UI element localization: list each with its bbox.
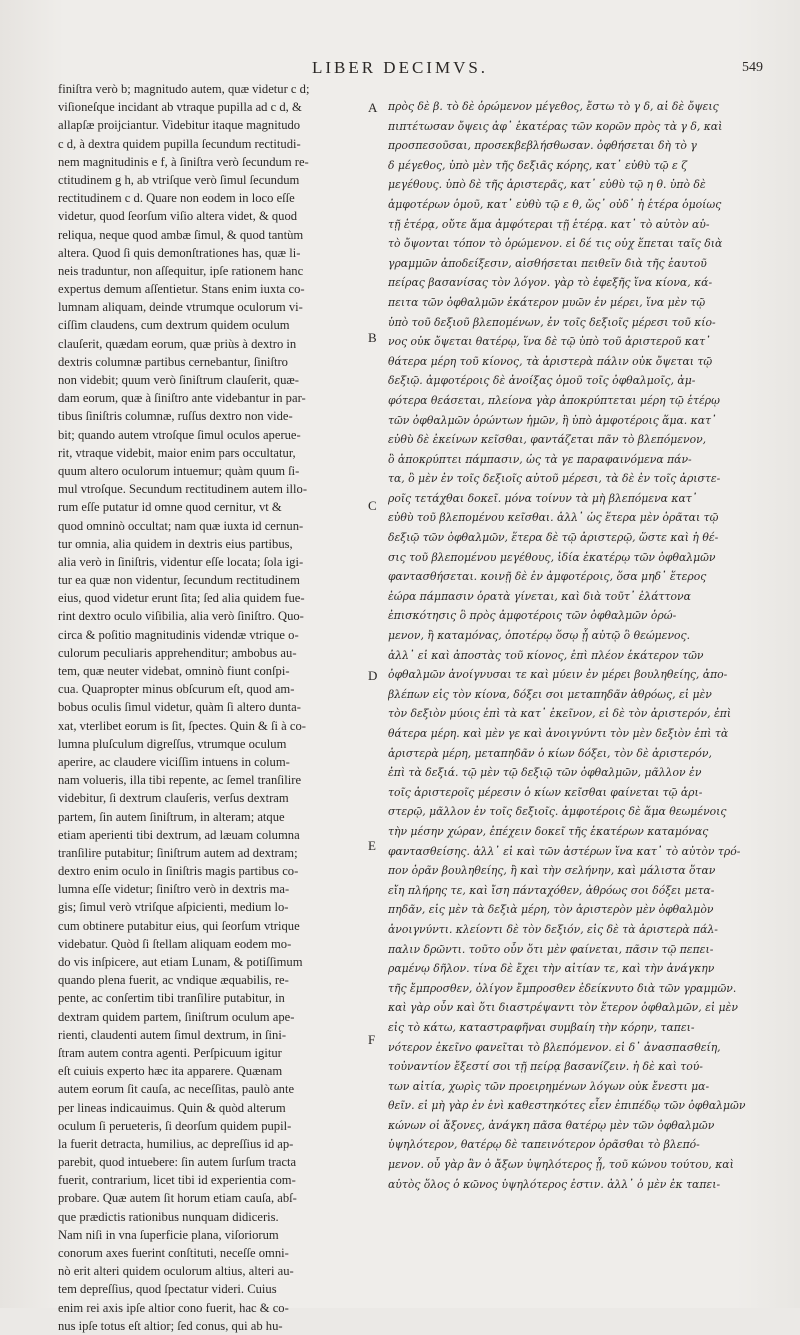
latin-text-line: ciſſim claudens, cum dextrum quidem oculum <box>58 318 290 333</box>
latin-text-line: clauſerit, quædam eorum, quæ priùs à dextro in <box>58 336 297 351</box>
greek-text-column <box>388 97 748 1194</box>
latin-text-line: non videbit; quum verò ſiniſtrum clauſerit, quæ- <box>58 373 299 387</box>
latin-text-line: videtur, quod ſeorſum viſio altera videt, & quod <box>58 209 298 224</box>
greek-text-line: τα, ὃ μὲν ἐν τοῖς δεξιοῖς αὐτοῦ μέρεσι, τὰ δὲ ἐν τοῖς ἀριστε- <box>388 472 721 486</box>
greek-text-line: θεῖν. εἰ μὴ γὰρ ἐν ἑνὶ καθεστηκότες εἶεν ἐπιπέδῳ τῶν ὀφθαλμῶν <box>388 1099 746 1113</box>
latin-text-line: dam eorum, quæ à ſiniſtro ante videbantur in par- <box>58 391 306 406</box>
latin-text-line: nem magnitudinis e f, à ſiniſtra verò ſecundum re- <box>58 154 309 169</box>
latin-text-line: la fuerit detracta, humilius, ac depreſſius id ap- <box>58 1136 294 1151</box>
greek-text-line: μεγέθους. ὑπὸ δὲ τῆς ἀριστερᾶς, κατ᾽ εὐθὺ τῷ η θ. ὑπὸ δὲ <box>388 178 706 192</box>
greek-text-line: τοὐναντίον ἔξεστί σοι τῇ πείρᾳ βασανίζειν. ἡ δὲ καὶ τού- <box>388 1060 703 1074</box>
latin-text-line: xat, vterlibet eorum is ſit, ſpectes. Quin & ſi à co- <box>58 718 306 733</box>
greek-text-line: ἀμφοτέρων ὁμοῦ, κατ᾽ εὐθὺ τῷ ε θ, ὥς᾽ οὐδ᾽ ἡ ἑτέρα ὁμοίως <box>388 197 722 211</box>
latin-text-line: quod omninò occultat; nam quæ iuxta id cernun- <box>58 518 304 533</box>
greek-text-line: ὑπὸ τοῦ δεξιοῦ βλεπομένων, ἐν τοῖς δεξιοῖς μέρεσι τοῦ κίο- <box>388 315 716 329</box>
latin-text-line: bit; quando autem vtroſque ſimul oculos aperue- <box>58 427 301 442</box>
latin-text-line: conorum axes fuerint conſtituti, neceſſe omni- <box>58 1246 289 1260</box>
greek-text-line: φαντασθήσεται. κοινῇ δὲ ἐν ἀμφοτέροις, ὅσα μηδ᾽ ἕτερος <box>388 570 707 584</box>
latin-text-line: pente, ac conſertim tibi tranſilire putabitur, in <box>58 991 285 1006</box>
latin-text-line: ſtram autem contra agenti. Perſpicuum igitur <box>58 1045 282 1060</box>
greek-text-line: μενον, ἢ καταμόνας, ὁποτέρῳ ὅσῳ ᾖ αὐτῷ ὃ θεώμενος. <box>388 629 691 643</box>
latin-text-line: cua. Quapropter minus obſcurum eſt, quod am- <box>58 682 295 697</box>
latin-text-line: altera. Quod ſi quis demonſtrationes has, quæ li- <box>58 245 301 260</box>
latin-text-line: do vis inſpicere, aut etiam Lunam, & potiſſimum <box>58 955 303 969</box>
latin-text-line: rum eſſe putatur id omne quod cernitur, vt & <box>58 500 282 515</box>
latin-text-line: expertus demum aſſentietur. Stans enim iuxta co- <box>58 282 305 297</box>
greek-text-line: πείρας βασανίσας τὸν λόγον. γὰρ τὸ ἐφεξῆς ἵνα κίονα, κά- <box>388 276 713 290</box>
latin-text-line: cum obtinere putabitur eius, qui ſeorſum vtrique <box>58 918 300 933</box>
greek-text-line: νότερον ἐκεῖνο φανεῖται τὸ βλεπόμενον. εἰ δ᾽ ἀνασπασθείη, <box>388 1040 721 1054</box>
greek-text-line: πρὸς δὲ β. τὸ δὲ ὁρώμενον μέγεθος, ἔστω τὸ γ δ, αἱ δὲ ὄψεις <box>388 100 719 113</box>
running-title: LIBER DECIMVS. <box>311 58 489 77</box>
latin-text-line: oculum ſi perueteris, ſi deorſum quidem pupil- <box>58 1118 292 1133</box>
greek-text-line: δεξιῷ. ἀμφοτέροις δὲ ἀνοίξας ὁμοῦ τοῖς ὀφθαλμοῖς, ἀμ- <box>388 374 696 388</box>
greek-text-line: τὸν δεξιὸν μύοις ἐπὶ τὰ κατ᾽ ἐκεῖνον, εἰ δὲ τὸν ἀριστερόν, ἐπὶ <box>388 707 732 721</box>
greek-text-line: ἀριστερὰ μέρη, μεταπηδᾶν ὁ κίων δόξει, τὸν δὲ ἀριστερόν, <box>388 746 712 760</box>
page-number: 549 <box>742 60 763 75</box>
latin-text-line: finiſtra verò b; magnitudo autem, quæ videtur c d; <box>58 82 310 96</box>
greek-text-line: τῆς ἔμπροσθεν, ὀλίγον ἔμπροσθεν ἐδείκνυτο διὰ τῶν γραμμῶν. <box>388 981 737 995</box>
latin-text-line: tem depreſſius, quod ſpectatur videri. Cuius <box>58 1282 277 1297</box>
latin-text-line: tem, quæ neuter videbat, omninò fiunt conſpi- <box>58 664 290 678</box>
greek-text-line: εἰς τὸ κάτω, καταστραφῆναι συμβαίη τὴν κόρην, ταπει- <box>388 1020 695 1034</box>
margin-letter-f: F <box>368 1032 376 1047</box>
latin-text-line: parebit, quod intuebere: ſin autem ſurſum tracta <box>58 1155 297 1170</box>
greek-text-line: ροῖς τετάχθαι δοκεῖ. μόνα τοίνυν τὰ μὴ βλεπόμενα κατ᾽ <box>388 491 698 505</box>
greek-text-line: τὸ ὄψονται τόπον τὸ ὁρώμενον. εἰ δέ τις οὐχ ἕπεται ταῖς διὰ <box>388 237 723 251</box>
greek-text-line: τοῖς ἀριστεροῖς μέρεσιν ὁ κίων κεῖσθαι φαίνεται τῷ ἀρι- <box>388 785 703 799</box>
latin-text-line: lumnam aliquam, deinde vtrumque oculorum vi- <box>58 300 303 315</box>
latin-text-line: gis; ſimul verò vtriſque aſpicienti, medium lo- <box>58 900 289 915</box>
latin-text-line: rienti, claudenti autem ſimul dextrum, in ſini- <box>58 1027 287 1042</box>
greek-text-line: προσπεσοῦσαι, προσεκβεβλήσθωσαν. ὀφθήσεται δὴ τὸ γ <box>388 139 697 153</box>
greek-text-line: πον ὁρᾶν βουληθείης, ἢ καὶ τὴν σελήνην, καὶ μάλιστα ὅταν <box>388 864 716 878</box>
greek-text-line: ἀνοιγνύντι. κλείοντι δὲ τὸν δεξιόν, εἰς δὲ τὰ ἀριστερὰ πάλ- <box>388 922 718 936</box>
latin-text-line: nò erit alteri quidem oculorum altius, alteri au- <box>58 1264 294 1279</box>
latin-text-line: rint dextro oculo viſibilia, alia verò ſiniſtro. Quo- <box>58 609 304 624</box>
margin-letter-e: E <box>368 838 376 853</box>
latin-text-line: tibus ſiniſtris columnæ, ruſſus dextro non vide- <box>58 409 293 424</box>
latin-text-line: per lineas indicauimus. Quin & quòd alterum <box>58 1100 286 1115</box>
greek-text-line: βλέπων εἰς τὸν κίονα, δόξει σοι μεταπηδᾶν ἀθρόως, εἰ μὲν <box>388 687 712 701</box>
greek-text-line: πιπτέτωσαν ὄψεις ἀφ᾽ ἑκατέρας τῶν κορῶν πρὸς τὰ γ δ, καὶ <box>388 119 723 133</box>
greek-text-line: εὐθὺ τοῦ βλεπομένου κεῖσθαι. ἀλλ᾽ ὡς ἕτερα μὲν ὁρᾶται τῷ <box>388 511 719 525</box>
latin-text-line: nam volueris, illa tibi repente, ac ſemel tranſilire <box>58 773 302 788</box>
latin-text-line: dextris columnæ partibus cernebantur, ſiniſtro <box>58 354 288 369</box>
latin-text-line: autem eorum ſit cauſa, ac neceſſitas, paulò ante <box>58 1082 295 1097</box>
greek-text-line: μενον. οὗ γὰρ ἂν ὁ ἄξων ὑψηλότερος ᾖ, τοῦ κώνου τούτου, καὶ <box>388 1158 734 1172</box>
greek-text-line: θάτερα μέρη. καὶ μὲν γε καὶ ἀνοιγνύντι τὸν μὲν δεξιὸν ἐπὶ τὰ <box>388 727 729 740</box>
greek-text-line: θάτερα μέρη τοῦ κίονος, τὰ ἀριστερὰ πάλιν οὐκ ὄψεται τῷ <box>388 354 713 368</box>
latin-text-line: tur omnia, alia quidem in dextris eius partibus, <box>58 536 293 551</box>
latin-text-line: enim rei axis ipſe altior cono fuerit, hac & co- <box>58 1300 289 1315</box>
greek-text-line: καὶ γὰρ οὖν καὶ ὅτι διαστρέψαντι τὸν ἕτερον ὀφθαλμῶν, εἰ μὲν <box>388 1001 738 1015</box>
latin-text-line: dextram quidem partem, ſiniſtrum oculum ape- <box>58 1009 295 1024</box>
latin-text-line: probare. Quæ autem ſit horum etiam cauſa, abſ- <box>58 1191 297 1206</box>
greek-text-line: ἑώρα πάμπασιν ὁρατὰ γίνεται, καὶ διὰ τοῦτ᾽ ἐλάττονα <box>388 589 691 603</box>
latin-text-line: tranſilire putabitur; ſiniſtrum autem ad dextram; <box>58 845 298 860</box>
latin-text-line: aperire, ac claudere viciſſim intuens in colum- <box>58 754 290 769</box>
greek-text-line: τὴν μέσην χώραν, ἐπέχειν δοκεῖ τῆς ἑκατέρων καταμόνας <box>388 824 709 838</box>
latin-text-line: lumna eſſe videtur; ſiniſtro verò in dextris ma- <box>58 882 290 897</box>
greek-text-line: σις τοῦ βλεπομένου μεγέθους, ἰδία ἑκατέρῳ τῶν ὀφθαλμῶν <box>388 550 716 564</box>
greek-text-line: ὀφθαλμῶν ἀνοίγνυσαι τε καὶ μύειν ἐν μέρει βουληθείης, ἀπο- <box>388 668 728 682</box>
margin-letter-b: B <box>368 330 377 345</box>
latin-text-line: allapſæ proijciantur. Videbitur itaque magnitudo <box>58 118 301 133</box>
greek-text-line: στερῷ, μᾶλλον ἐν τοῖς δεξιοῖς. ἀμφοτέροις δὲ ἅμα θεωμένοις <box>388 805 727 819</box>
latin-text-line: alia verò in ſiniſtris, videntur eſſe locata; ſola igi- <box>58 554 304 569</box>
latin-text-line: quum altero oculorum intuemur; quàm quum ſi- <box>58 463 300 478</box>
latin-text-line: que prædictis rationibus nunquam didiceris. <box>58 1209 279 1224</box>
latin-text-line: bobus oculis ſimul videtur, quàm ſi altero dunta- <box>58 700 301 715</box>
greek-text-line: νος οὐκ ὄψεται θατέρῳ, ἵνα δὲ τῷ ὑπὸ τοῦ ἀριστεροῦ κατ᾽ <box>388 335 711 349</box>
greek-text-line: ὑψηλότερον, θατέρῳ δὲ ταπεινότερον ὁρᾶσθαι τὸ βλεπό- <box>388 1138 700 1152</box>
latin-text-line: neis traduntur, non aſſequitur, ipſe rationem hanc <box>58 263 304 278</box>
greek-text-line: φότερα θεάσεται, πλείονα γὰρ ἀποκρύπτεται μέρη τῷ ἑτέρῳ <box>388 393 720 407</box>
latin-text-line: c d, à dextra quidem pupilla ſecundum rectitudi- <box>58 136 301 151</box>
latin-text-line: partem, ſin autem ſiniſtrum, in alteram; atque <box>58 809 285 824</box>
latin-text-line: videbitur, ſi dextrum clauſeris, verſus dextram <box>58 791 289 806</box>
greek-text-line: ἐπὶ τὰ δεξιά. τῷ μὲν τῷ δεξιῷ τῶν ὀφθαλμῶν, μᾶλλον ἐν <box>388 766 702 780</box>
greek-text-line: γραμμῶν ἀποδείξεσιν, αἰσθήσεται πειθεῖν διὰ τῆς ἑαυτοῦ <box>388 256 707 270</box>
latin-text-line: ctitudinem g h, ab vtriſque verò ſimul ſecundum <box>58 172 300 187</box>
greek-text-line: ἐπισκότησις ὃ πρὸς ἀμφοτέροις τῶν ὀφθαλμῶν ὁρώ- <box>388 609 677 623</box>
latin-text-line: culorum peculiaris apprehenditur; ambobus au- <box>58 645 297 660</box>
greek-text-line: δεξιῷ τῶν ὀφθαλμῶν, ἕτερα δὲ τῷ ἀριστερῷ, ὥστε καὶ ἡ θέ- <box>388 531 719 545</box>
latin-text-line: dextro enim oculo in ſiniſtris magis partibus co- <box>58 864 299 879</box>
margin-letter-a: A <box>368 100 378 115</box>
greek-text-line: εὐθὺ δὲ ἐκείνων κεῖσθαι, φαντάζεται πᾶν τὸ βλεπόμενον, <box>388 433 707 447</box>
greek-text-line: τῇ ἑτέρᾳ, οὔτε ἅμα ἀμφότεραι τῇ ἑτέρᾳ. κατ᾽ τὸ αὐτὸν αὐ- <box>388 217 710 231</box>
latin-text-line: mul vtroſque. Secundum rectitudinem autem illo- <box>58 482 308 497</box>
greek-text-line: παλιν δρῶντι. τοῦτο οὖν ὅτι μὲν φαίνεται, πᾶσιν τῷ πεπει- <box>388 942 714 956</box>
latin-text-column <box>58 80 368 1335</box>
latin-text-line: rectitudinem c d. Quare non eodem in loco eſſe <box>58 191 295 206</box>
margin-letter-c: C <box>368 498 377 513</box>
greek-text-line: δ μέγεθος, ὑπὸ μὲν τῆς δεξιᾶς κόρης, κατ᾽ εὐθὺ τῷ ε ζ <box>388 158 688 172</box>
greek-text-line: πειτα τῶν ὀφθαλμῶν ἑκάτερον μυῶν ἐν μέρει, ἵνα μὲν τῷ <box>388 295 706 309</box>
greek-text-line: πηδᾶν, εἰς μὲν τὰ δεξιὰ μέρη, τὸν ἀριστερὸν μὲν ὀφθαλμὸν <box>388 903 714 917</box>
latin-text-line: tur ea quæ non videntur, ſecundum rectitudinem <box>58 573 300 588</box>
greek-text-line: των αἰτία, χωρὶς τῶν προειρημένων λόγων οὐκ ἔνεστι μα- <box>388 1079 710 1093</box>
latin-text-line: Nam niſi in vna ſuperficie plana, viſoriorum <box>58 1227 279 1242</box>
latin-text-line: eſt cuiuis experto hæc ita apparere. Quænam <box>58 1064 283 1079</box>
greek-text-line: αὐτὸς ὅλος ὁ κῶνος ὑψηλότερος ἐστιν. ἀλλ᾽ ὁ μὲν ἐκ ταπει- <box>388 1177 721 1191</box>
latin-text-line: quando plena fuerit, ac vndique æquabilis, re- <box>58 973 289 988</box>
margin-letter-d: D <box>368 668 378 683</box>
latin-text-line: circa & poſitio magnitudinis videndæ vtrique o- <box>58 627 299 642</box>
greek-text-line: ἀλλ᾽ εἰ καὶ ἀποστὰς τοῦ κίονος, ἐπὶ πλέον ἑκάτερον τῶν <box>388 648 704 662</box>
latin-text-line: nus ipſe totus eſt altior; ſed conus, qui ab hu- <box>58 1318 283 1333</box>
latin-text-line: lumna pluſculum digreſſus, vtrumque oculum <box>58 736 287 751</box>
latin-text-line: etiam aperienti tibi dextrum, ad læuam columna <box>58 827 300 842</box>
latin-text-line: reliqua, neque quod ambæ ſimul, & quod tantùm <box>58 227 304 242</box>
greek-text-line: τῶν ὀφθαλμῶν ὁρώντων ἡμῶν, ἢ ὑπὸ ἀμφοτέροις ἅμα. κατ᾽ <box>388 413 717 427</box>
greek-text-line: εἴη πλήρης τε, καὶ ἴση πάνταχόθεν, ἀθρόως σοι δόξει μετα- <box>388 883 715 897</box>
greek-text-line: ραμένῳ δῆλον. τίνα δὲ ἔχει τὴν αἰτίαν τε, καὶ τὴν ἀνάγκην <box>388 962 715 976</box>
latin-text-line: eius, quod videtur erunt ſita; ſed alia quidem fue- <box>58 591 305 606</box>
greek-text-line: ὃ ἀποκρύπτει πάμπασιν, ὡς τὰ γε παραφαινόμενα πάν- <box>388 452 692 466</box>
greek-text-line: φαντασθείσης. ἀλλ᾽ εἰ καὶ τῶν ἀστέρων ἵνα κατ᾽ τὸ αὐτὸν τρό- <box>388 844 741 858</box>
greek-text-line: κώνων οἱ ἄξονες, ἀνάγκη πᾶσα θατέρῳ μὲν τῶν ὀφθαλμῶν <box>388 1118 715 1132</box>
latin-text-line: videbatur. Quòd ſi ſtellam aliquam eodem mo- <box>58 936 292 951</box>
latin-text-line: viſioneſque incidant ab vtraque pupilla ad c d, & <box>58 100 302 115</box>
latin-text-line: rit, vtraque videbit, maior enim pars occultatur, <box>58 445 296 460</box>
latin-text-line: fuerit, contrarium, licet tibi id experientia com- <box>58 1173 296 1188</box>
